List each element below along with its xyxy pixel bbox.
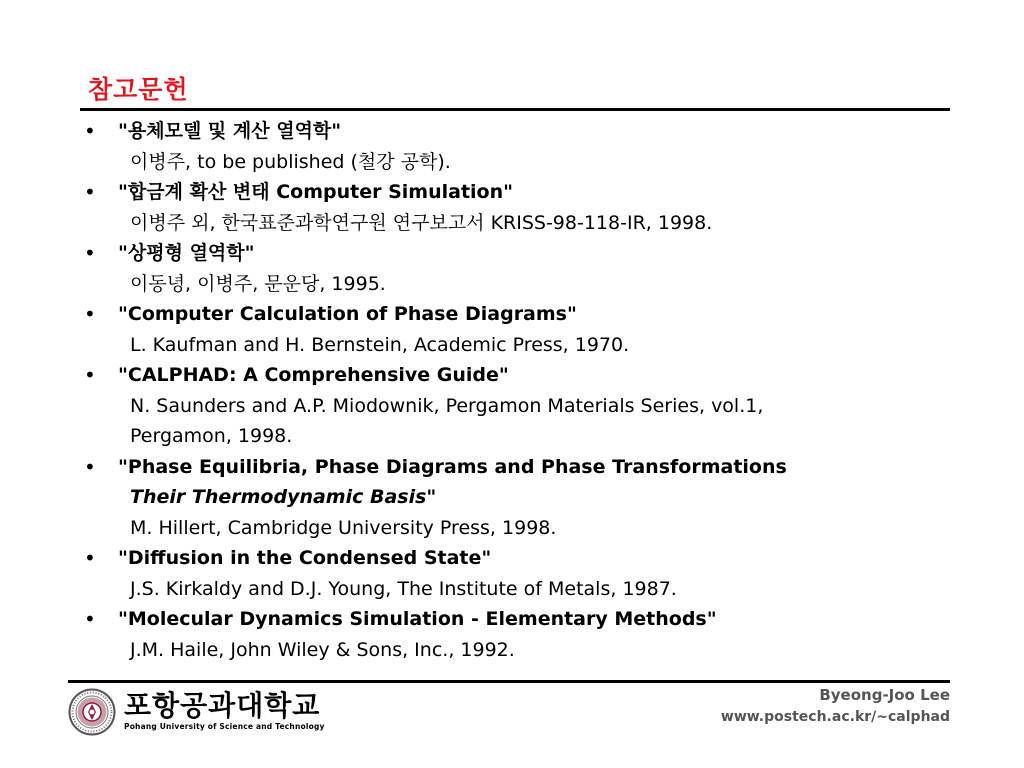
reference-detail: Pergamon, 1998. — [130, 425, 293, 447]
bullet-icon: • — [84, 119, 96, 143]
university-name-english: Pohang University of Science and Technology — [124, 722, 325, 731]
reference-item — [84, 360, 944, 452]
reference-detail: J.M. Haile, John Wiley & Sons, Inc., 1992. — [130, 638, 515, 661]
bullet-icon: • — [84, 241, 96, 265]
title-divider — [80, 108, 950, 111]
reference-detail: L. Kaufman and H. Bernstein, Academic Press, 1970. — [130, 333, 630, 356]
reference-title: "Computer Calculation of Phase Diagrams" — [118, 303, 577, 325]
reference-item — [84, 299, 944, 360]
reference-item — [84, 543, 944, 604]
reference-item — [84, 177, 944, 238]
university-name-korean: 포항공과대학교 — [124, 689, 321, 722]
bullet-icon: • — [84, 454, 96, 479]
reference-detail: J.S. Kirkaldy and D.J. Young, The Institute of Metals, 1987. — [130, 577, 677, 600]
reference-detail: 이병주 외, 한국표준과학연구원 연구보고서 KRISS-98-118-IR, 1998. — [130, 211, 713, 234]
reference-title: "Molecular Dynamics Simulation - Elementary Methods" — [118, 608, 717, 630]
reference-title: "상평형 열역학" — [118, 242, 255, 264]
reference-title: "합금계 확산 변태 Computer Simulation" — [118, 181, 514, 203]
reference-title: "Diffusion in the Condensed State" — [118, 547, 492, 569]
reference-subtitle-italic: Their Thermodynamic Basis — [130, 486, 427, 508]
reference-item — [84, 452, 944, 544]
footer-divider — [68, 680, 950, 683]
reference-detail: 이동녕, 이병주, 문운당, 1995. — [130, 272, 386, 295]
bullet-icon: • — [84, 180, 96, 204]
reference-detail: 이병주, to be published (철강 공학). — [130, 150, 451, 173]
website-url: www.postech.ac.kr/~calphad — [720, 709, 950, 725]
reference-detail: M. Hillert, Cambridge University Press, 1998. — [130, 516, 557, 539]
slide-title: 참고문헌 — [88, 75, 189, 104]
university-logo — [68, 688, 328, 738]
reference-title: "CALPHAD: A Comprehensive Guide" — [118, 364, 509, 386]
author-name: Byeong-Joo Lee — [819, 686, 950, 704]
reference-item — [84, 604, 944, 665]
reference-item — [84, 238, 944, 299]
reference-item — [84, 116, 944, 177]
university-seal-icon — [68, 688, 116, 736]
reference-title-continued — [118, 482, 944, 513]
bullet-icon: • — [84, 546, 96, 570]
bullet-icon: • — [84, 363, 96, 387]
bullet-icon: • — [84, 302, 96, 326]
reference-list — [84, 116, 944, 665]
reference-detail: N. Saunders and A.P. Miodownik, Pergamon Materials Series, vol.1, — [130, 394, 764, 417]
bullet-icon: • — [84, 607, 96, 631]
reference-title: "Phase Equilibria, Phase Diagrams and Phase Transformations — [118, 455, 787, 478]
reference-title: "용체모델 및 계산 열역학" — [118, 120, 342, 142]
reference-title-close-quote: " — [426, 486, 437, 508]
